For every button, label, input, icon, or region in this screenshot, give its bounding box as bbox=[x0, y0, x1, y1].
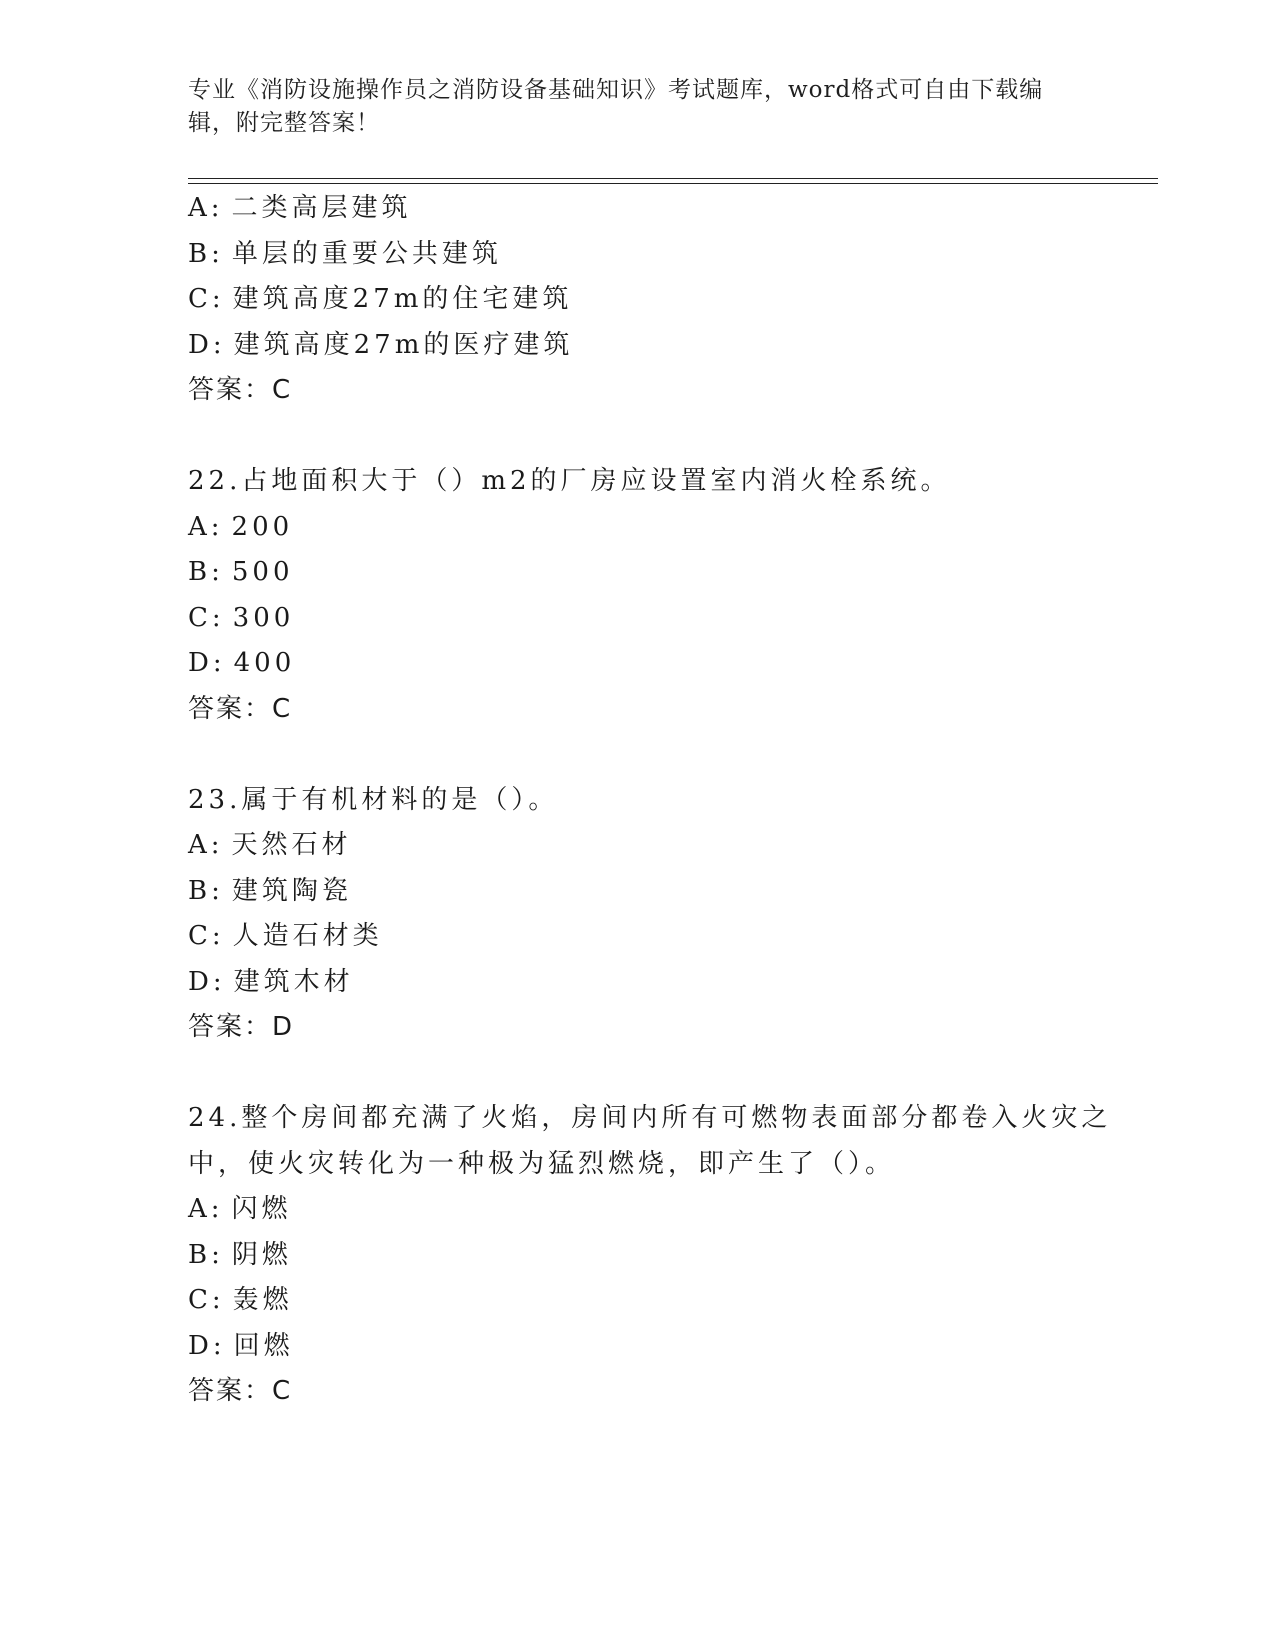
answer-line: 答案：C bbox=[188, 1376, 293, 1406]
question-stem: 22.占地面积大于（）m2的厂房应设置室内消火栓系统。 bbox=[188, 466, 951, 496]
option-c: C: 建筑高度27m的住宅建筑 bbox=[188, 284, 573, 314]
question-stem-continued: 中，使火灾转化为一种极为猛烈燃烧，即产生了（）。 bbox=[188, 1149, 896, 1179]
option-c: C: 轰燃 bbox=[188, 1285, 293, 1315]
header-divider-bottom bbox=[188, 183, 1158, 184]
option-b: B: 阴燃 bbox=[188, 1240, 292, 1270]
option-a: A: 200 bbox=[188, 512, 294, 542]
answer-line: 答案：C bbox=[188, 375, 293, 405]
option-c: C: 300 bbox=[188, 603, 295, 633]
question-stem: 23.属于有机材料的是（）。 bbox=[188, 785, 559, 815]
question-stem: 24.整个房间都充满了火焰，房间内所有可燃物表面部分都卷入火灾之 bbox=[188, 1103, 1112, 1133]
option-a: A: 闪燃 bbox=[188, 1194, 292, 1224]
option-a: A: 天然石材 bbox=[188, 830, 352, 860]
answer-line: 答案：D bbox=[188, 1012, 295, 1042]
option-d: D: 建筑木材 bbox=[188, 967, 354, 997]
option-b: B: 建筑陶瓷 bbox=[188, 876, 352, 906]
option-d: D: 建筑高度27m的医疗建筑 bbox=[188, 330, 574, 360]
header-divider-top bbox=[188, 178, 1158, 179]
option-d: D: 400 bbox=[188, 648, 296, 678]
option-d: D: 回燃 bbox=[188, 1331, 294, 1361]
answer-line: 答案：C bbox=[188, 694, 293, 724]
option-b: B: 500 bbox=[188, 557, 294, 587]
option-b: B: 单层的重要公共建筑 bbox=[188, 239, 502, 269]
option-a: A: 二类高层建筑 bbox=[188, 193, 412, 223]
option-c: C: 人造石材类 bbox=[188, 921, 383, 951]
document-header: 专业《消防设施操作员之消防设备基础知识》考试题库，word格式可自由下载编辑，附完整答案！ bbox=[188, 77, 1044, 136]
